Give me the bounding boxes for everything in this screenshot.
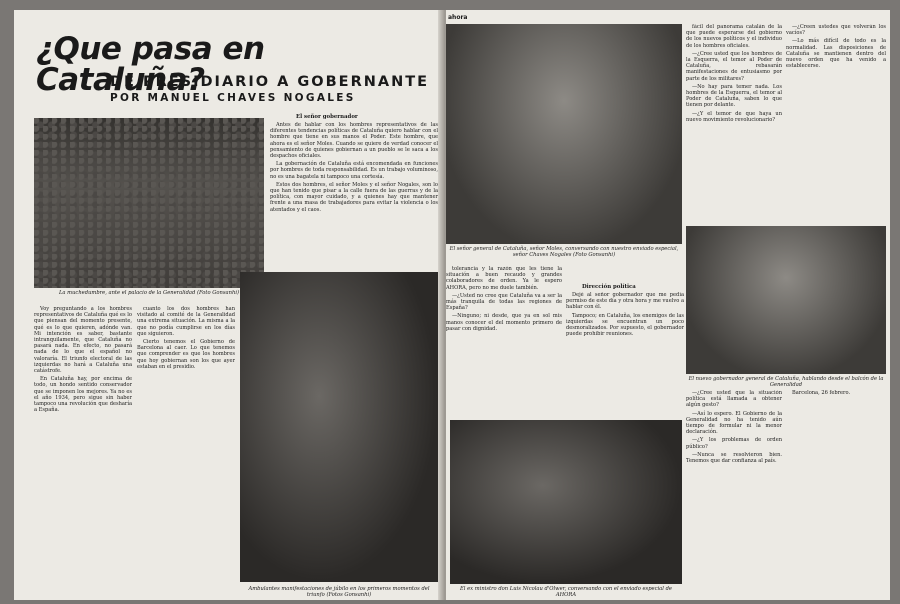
left-page bbox=[14, 10, 442, 600]
balcony-photo bbox=[686, 226, 886, 374]
column-right-a: fácil del panorama catalán de la que puede esperarse del gobierno de los nuevos políticos y el individuo de los hombres oficiales. —¿Cree usted que los hombres de la Esquerra, el temor al Poder de Cataluña, rebasarán manifestaciones de entusiasmo por parte de los militares? —No hay para temer nada. Los hombres de la Esquerra, el temor al Poder de Cataluña, saben lo que tienen por delante. —¿Y el temor de que haya un nuevo movimiento revolucionario? bbox=[686, 24, 782, 123]
column-right-e: —¿Cree usted que la situación política está llamada a obtener algún gesto? —Así lo espero. El Gobierno de la Generalidad no ha tenido aún tiempo de formular ni la menor declaración. —¿Y los problemas de orden público? —Nunca se resolvieron bien. Tenemos que dar confianza al país. bbox=[686, 390, 782, 465]
celebration-photo bbox=[240, 272, 438, 582]
right-page bbox=[446, 10, 890, 600]
column-c: cuanto los dos hombres han visitado al comité de la Generalidad una extrema situación. La misma a la que no podía cumplirse en los días que siguieron. Cierto tenemos el Gobierno de Barcelona al caer. Lo que tenemos que comprender es que los hombres que hoy gobiernan son los que ayer estaban en el presidio. bbox=[137, 306, 235, 370]
crowd-photo bbox=[34, 118, 264, 288]
bottom-caption: Ambulantes manifestaciones de júbilo en los primeros momentos del triunfo (Fotos Gonsanhi) bbox=[248, 586, 430, 598]
crowd-caption: La muchedumbre, ante el palacio de la Generalidad (Foto Gonsanhi) bbox=[58, 290, 239, 296]
column-right-f: Barcelona, 26 febrero. bbox=[792, 390, 851, 396]
section-heading: El señor gobernador bbox=[296, 114, 358, 120]
magazine-mark: ahora bbox=[448, 14, 468, 21]
interview-caption: El señor general de Cataluña, señor Moles, conversando con nuestro enviado especial, señor Chaves Nogales (Foto Gonsanhi) bbox=[449, 246, 679, 258]
portrait-caption: El ex ministro don Luis Nicolau d'Olwer, conversando con el enviado especial de AHORA bbox=[460, 586, 672, 598]
article-subtitle: DE PRESIDIARIO A GOBERNANTE bbox=[110, 74, 430, 90]
article-title: ¿Que pasa en Cataluña? bbox=[36, 31, 265, 98]
interview-photo bbox=[446, 24, 682, 244]
article-byline: POR MANUEL CHAVES NOGALES bbox=[110, 92, 356, 104]
column-right-c: tolerancia y la razón que les tiene la situación a buen recaudo y grandes colaboradores de orden. Ya le espero AHORA, pero no me duele también. —¿Usted no cree que Cataluña va a ser la más tranquila de todas las regiones de España? —Ninguno; ni desde, que ya en sol mis manos conocer el del momento primero de pasar con dignidad. bbox=[446, 266, 562, 332]
balcony-caption: El nuevo gobernador general de Cataluña, hablando desde el balcón de la Generalidad bbox=[688, 376, 884, 388]
column-right-b: —¿Creen ustedes que volverán los vacíos? —Lo más difícil de todo es la normalidad. Las disposiciones de Cataluña se mantienen dentro del nuevo orden que ha venido a establecerse. bbox=[786, 24, 886, 70]
right-section-heading: Dirección política bbox=[582, 284, 636, 290]
column-right-d: Dejé al señor gobernador que me pedía permiso de este día y otra hora y me vuelvo a hablar con él. Tampoco; en Cataluña, los enemigos de las izquierdas se encuentran un poco desmoralizados. Por supuesto, el gobernador puede prohibir reuniones. bbox=[566, 292, 684, 338]
column-b: Voy preguntando a los hombres representativos de Cataluña qué es lo que piensan del momento presente, qué es lo que quieren, adónde van. Mi intención es saber, bastante intranquilamente, que Cataluña no pasará nada. En efecto, no pasará nada de lo que el español no valoraría. El triunfo electoral de las izquierdas no hará a Cataluña una catástrofe. En Cataluña hay, por encima de todo, un hondo sentido conservador que se imponen los mejores. Ya no es el año 1934, pero sigue sin haber tampoco una revolución que desharía a España. bbox=[34, 306, 132, 414]
column-a: Antes de hablar con los hombres representativos de las diferentes tendencias políticas de Cataluña quiero hablar con el hombre que tiene en sus manos el Poder. Este hombre, que ahora es el señor Moles. Cuando se quiere de verdad conocer el pensamiento de quienes gobiernan a un pueblo se le saca a los despachos oficiales. La gobernación de Cataluña está encomendada en funciones por hombres de toda responsabilidad. Es un trabajo voluminoso, no es una bagatela ni tampoco una cortesía. Estos dos hombres, el señor Moles y el señor Nogales, son lo que han tenido que pisar a la calle fuera de las guerras y de la política, con mayor cuidado, y a quienes hay que mantener frente a una masa de trabajadores para evitar la violencia o los atentados y el caos. bbox=[270, 122, 438, 213]
portrait-photo bbox=[450, 420, 682, 584]
